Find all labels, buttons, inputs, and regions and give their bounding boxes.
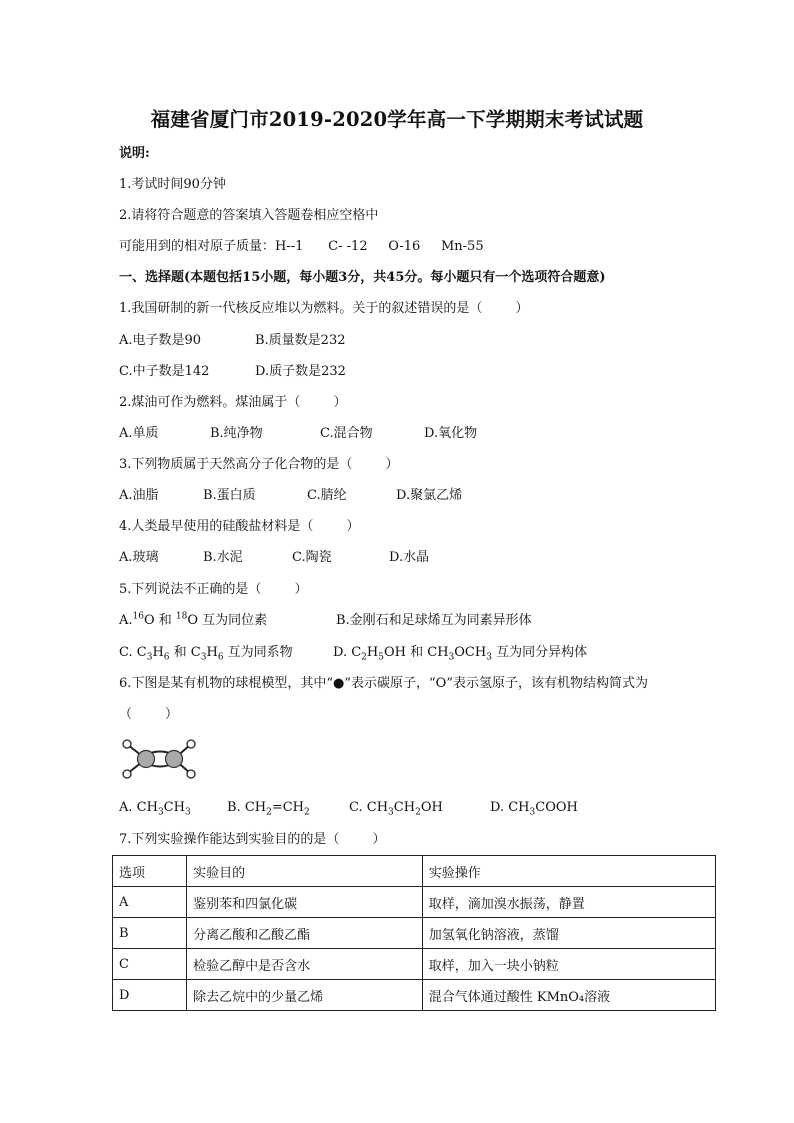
carbon-atom-1 xyxy=(138,751,155,768)
page-title: 福建省厦门市2019-2020学年高一下学期期末考试试题 xyxy=(150,108,644,131)
row-option: A xyxy=(113,887,187,918)
table-header-row xyxy=(113,856,716,887)
q6-option-b: B. $CH_2=CH_2$ xyxy=(227,800,310,818)
hydrogen-atom-3 xyxy=(187,740,195,748)
row-operation: 混合气体通过酸性 KMnO₄溶液 xyxy=(422,980,715,1011)
q1-option-d: D.质子数是232 xyxy=(255,364,346,379)
q5-option-d: D. $C_2H_5OH$ 和 $CH_3OCH_3$ 互为同分异构体 xyxy=(333,645,588,663)
q4-option-a: A.玻璃 xyxy=(119,550,159,565)
row-option: C xyxy=(113,949,187,980)
q3-option-b: B.蛋白质 xyxy=(203,488,256,503)
question-5-stem: 5.下列说法不正确的是（ ） xyxy=(119,582,308,597)
q6-option-c: C. $CH_3CH_2OH$ xyxy=(349,800,443,818)
carbon-atom-2 xyxy=(166,751,183,768)
hydrogen-atom-2 xyxy=(123,770,131,778)
q6-option-d: D. $CH_3COOH$ xyxy=(490,800,578,818)
question-6-stem-cont: （ ） xyxy=(119,707,179,722)
q4-option-c: C.陶瓷 xyxy=(292,550,332,565)
question-6-stem: 6.下图是某有机物的球棍模型，其中“●”表示碳原子，“O”表示氢原子，该有机物结构简式为 xyxy=(119,676,648,691)
question-4-stem: 4.人类最早使用的硅酸盐材料是（ ） xyxy=(119,519,360,534)
question-2-stem: 2.煤油可作为燃料。煤油属于（ ） xyxy=(119,395,347,410)
ball-stick-model-figure xyxy=(118,735,200,783)
q4-option-b: B.水泥 xyxy=(203,550,243,565)
experiment-table xyxy=(112,855,716,1011)
question-7-stem: 7.下列实验操作能达到实验目的的是（ ） xyxy=(119,832,386,847)
q5-option-a: A.$^{16}$O 和 $^{18}$O 互为同位素 xyxy=(119,611,268,628)
table-row xyxy=(113,887,716,918)
q4-option-d: D.水晶 xyxy=(389,550,430,565)
header-option: 选项 xyxy=(113,856,187,887)
q6-option-a: A. $CH_3CH_3$ xyxy=(119,800,191,818)
row-option: B xyxy=(113,918,187,949)
header-operation: 实验操作 xyxy=(422,856,715,887)
notes-item-2: 2.请将符合题意的答案填入答题卷相应空格中 xyxy=(119,208,379,223)
table-row xyxy=(113,980,716,1011)
q3-option-c: C.腈纶 xyxy=(307,488,347,503)
q1-option-b: B.质量数是232 xyxy=(255,333,346,348)
section-heading: 一、选择题(本题包括15小题，每小题3分，共45分。每小题只有一个选项符合题意) xyxy=(119,270,606,285)
row-operation: 取样，滴加溴水振荡，静置 xyxy=(422,887,715,918)
q3-option-a: A.油脂 xyxy=(119,488,159,503)
header-purpose: 实验目的 xyxy=(187,856,423,887)
row-purpose: 分离乙酸和乙酸乙酯 xyxy=(187,918,423,949)
q3-option-d: D.聚氯乙烯 xyxy=(396,488,463,503)
hydrogen-atom-1 xyxy=(123,740,131,748)
q5-option-b: B.金刚石和足球烯互为同素异形体 xyxy=(336,613,532,628)
atomic-masses: 可能用到的相对原子质量：H--1 C- -12 O-16 Mn-55 xyxy=(119,239,484,254)
q2-option-b: B.纯净物 xyxy=(210,426,263,441)
row-option: D xyxy=(113,980,187,1011)
table-row xyxy=(113,949,716,980)
notes-item-1: 1.考试时间90分钟 xyxy=(119,177,226,192)
row-purpose: 鉴别苯和四氯化碳 xyxy=(187,887,423,918)
q5-option-c: C. $C_3H_6$ 和 $C_3H_6$ 互为同系物 xyxy=(119,645,293,663)
table-row xyxy=(113,918,716,949)
q1-option-c: C.中子数是142 xyxy=(119,364,210,379)
row-operation: 加氢氧化钠溶液，蒸馏 xyxy=(422,918,715,949)
q2-option-c: C.混合物 xyxy=(320,426,373,441)
q2-option-d: D.氧化物 xyxy=(424,426,478,441)
notes-heading: 说明: xyxy=(119,146,150,161)
q2-option-a: A.单质 xyxy=(119,426,159,441)
question-1-stem: 1.我国研制的新一代核反应堆以为燃料。关于的叙述错误的是（ ） xyxy=(119,301,529,316)
q1-option-a: A.电子数是90 xyxy=(119,333,202,348)
question-3-stem: 3.下列物质属于天然高分子化合物的是（ ） xyxy=(119,457,399,472)
row-purpose: 除去乙烷中的少量乙烯 xyxy=(187,980,423,1011)
row-operation: 取样，加入一块小钠粒 xyxy=(422,949,715,980)
hydrogen-atom-4 xyxy=(187,770,195,778)
row-purpose: 检验乙醇中是否含水 xyxy=(187,949,423,980)
